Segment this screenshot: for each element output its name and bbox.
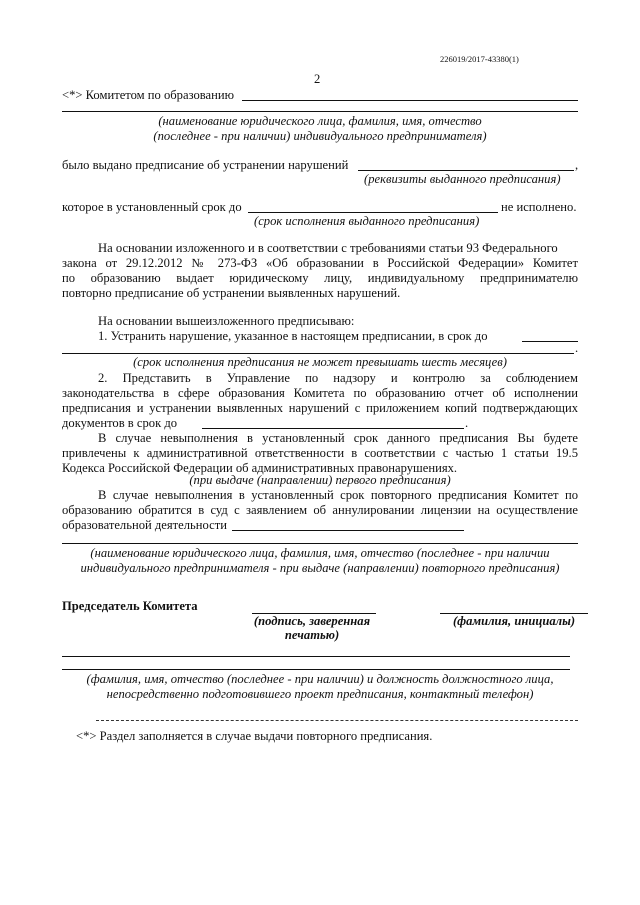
hint-requisites: (реквизиты выданного предписания) (364, 172, 561, 186)
hint-six-months: (срок исполнения предписания не может превышать шесть месяцев) (133, 355, 507, 369)
entity-fill-line (242, 100, 578, 101)
issued-text: было выдано предписание об устранении нарушений (62, 158, 349, 172)
item2-period: . (465, 416, 469, 430)
hint-deadline: (срок исполнения выданного предписания) (254, 214, 480, 228)
court-fill-line-2 (62, 543, 578, 544)
para1-line-1: На основании изложенного и в соответствии с требованиями статьи 93 Федерального (98, 241, 558, 255)
court-line-2: образованию обратится в суд с заявлением об аннулировании лицензии на осуществление (62, 503, 578, 517)
hint-entity-repeat-1: (наименование юридического лица, фамилия, имя, отчество (последнее - при наличии (90, 546, 550, 560)
liability-line-3: Кодекса Российской Федерации об административных правонарушениях. (62, 461, 458, 475)
name-hint: (фамилия, инициалы) (452, 614, 576, 628)
committee-line: <*> Комитетом по образованию (62, 88, 235, 102)
page-number: 2 (314, 72, 321, 86)
para1-line-4: повторно предписание об устранении выявленных нарушений. (62, 286, 401, 300)
para1-line-3: по образованию выдает юридическому лицу, индивидуальному предпринимателю (62, 271, 578, 285)
court-line-1: В случае невыполнения в установленный срок повторного предписания Комитет по (98, 488, 578, 502)
document-number: 226019/2017-43380(1) (440, 54, 519, 64)
hint-first: (при выдаче (направлении) первого предписания) (189, 473, 451, 487)
item2-line-4: документов в срок до (62, 416, 178, 430)
liability-line-1: В случае невыполнения в установленный срок данного предписания Вы будете (98, 431, 578, 445)
item-1: 1. Устранить нарушение, указанное в настоящем предписании, в срок до (98, 329, 488, 343)
para1-line-2: закона от 29.12.2012 № 273-ФЗ «Об образовании в Российской Федерации» Комитет (62, 256, 578, 270)
hint-entity-repeat-2: индивидуального предпринимателя - при выдаче (направлении) повторного предписания) (80, 561, 560, 575)
deadline-fill-line (248, 212, 498, 213)
item1-period: . (575, 341, 579, 355)
preparer-hint-1: (фамилия, имя, отчество (последнее - при наличии) и должность должностного лица, (86, 672, 554, 686)
preparer-fill-line-2 (62, 669, 570, 670)
item2-line-2: законодательства в сфере образования Комитета по образованию отчет об исполнении (62, 386, 578, 400)
sig-hint-1: (подпись, заверенная (253, 614, 371, 628)
item1-fill-line-2 (62, 353, 574, 354)
prescribe-text: На основании вышеизложенного предписываю: (98, 314, 355, 328)
court-fill-line (232, 530, 464, 531)
footnote-separator (96, 720, 578, 721)
preparer-hint-2: непосредственно подготовившего проект предписания, контактный телефон) (106, 687, 534, 701)
item1-fill-line (522, 341, 578, 342)
requisites-fill-line (358, 170, 574, 171)
sig-hint-2: печатью) (284, 628, 340, 642)
liability-line-2: привлечены к административной ответственности в соответствии с частью 1 статьи 19.5 (62, 446, 578, 460)
court-line-3: образовательной деятельности (62, 518, 227, 532)
footnote: <*> Раздел заполняется в случае выдачи повторного предписания. (76, 729, 433, 743)
deadline-text: которое в установленный срок до (62, 200, 242, 214)
hint-entity-2: (последнее - при наличии) индивидуального предпринимателя) (153, 129, 487, 143)
hint-entity-1: (наименование юридического лица, фамилия, имя, отчество (158, 114, 482, 128)
item2-fill-line (202, 428, 464, 429)
item2-line-3: предписания и устранении выявленных нарушений с приложением копий подтверждающих (62, 401, 578, 415)
comma: , (575, 158, 579, 172)
entity-fill-line-2 (62, 111, 578, 112)
preparer-fill-line (62, 656, 570, 657)
chairman-label: Председатель Комитета (62, 599, 198, 613)
not-done-text: не исполнено. (501, 200, 577, 214)
item2-line-1: 2. Представить в Управление по надзору и контролю за соблюдением (98, 371, 578, 385)
